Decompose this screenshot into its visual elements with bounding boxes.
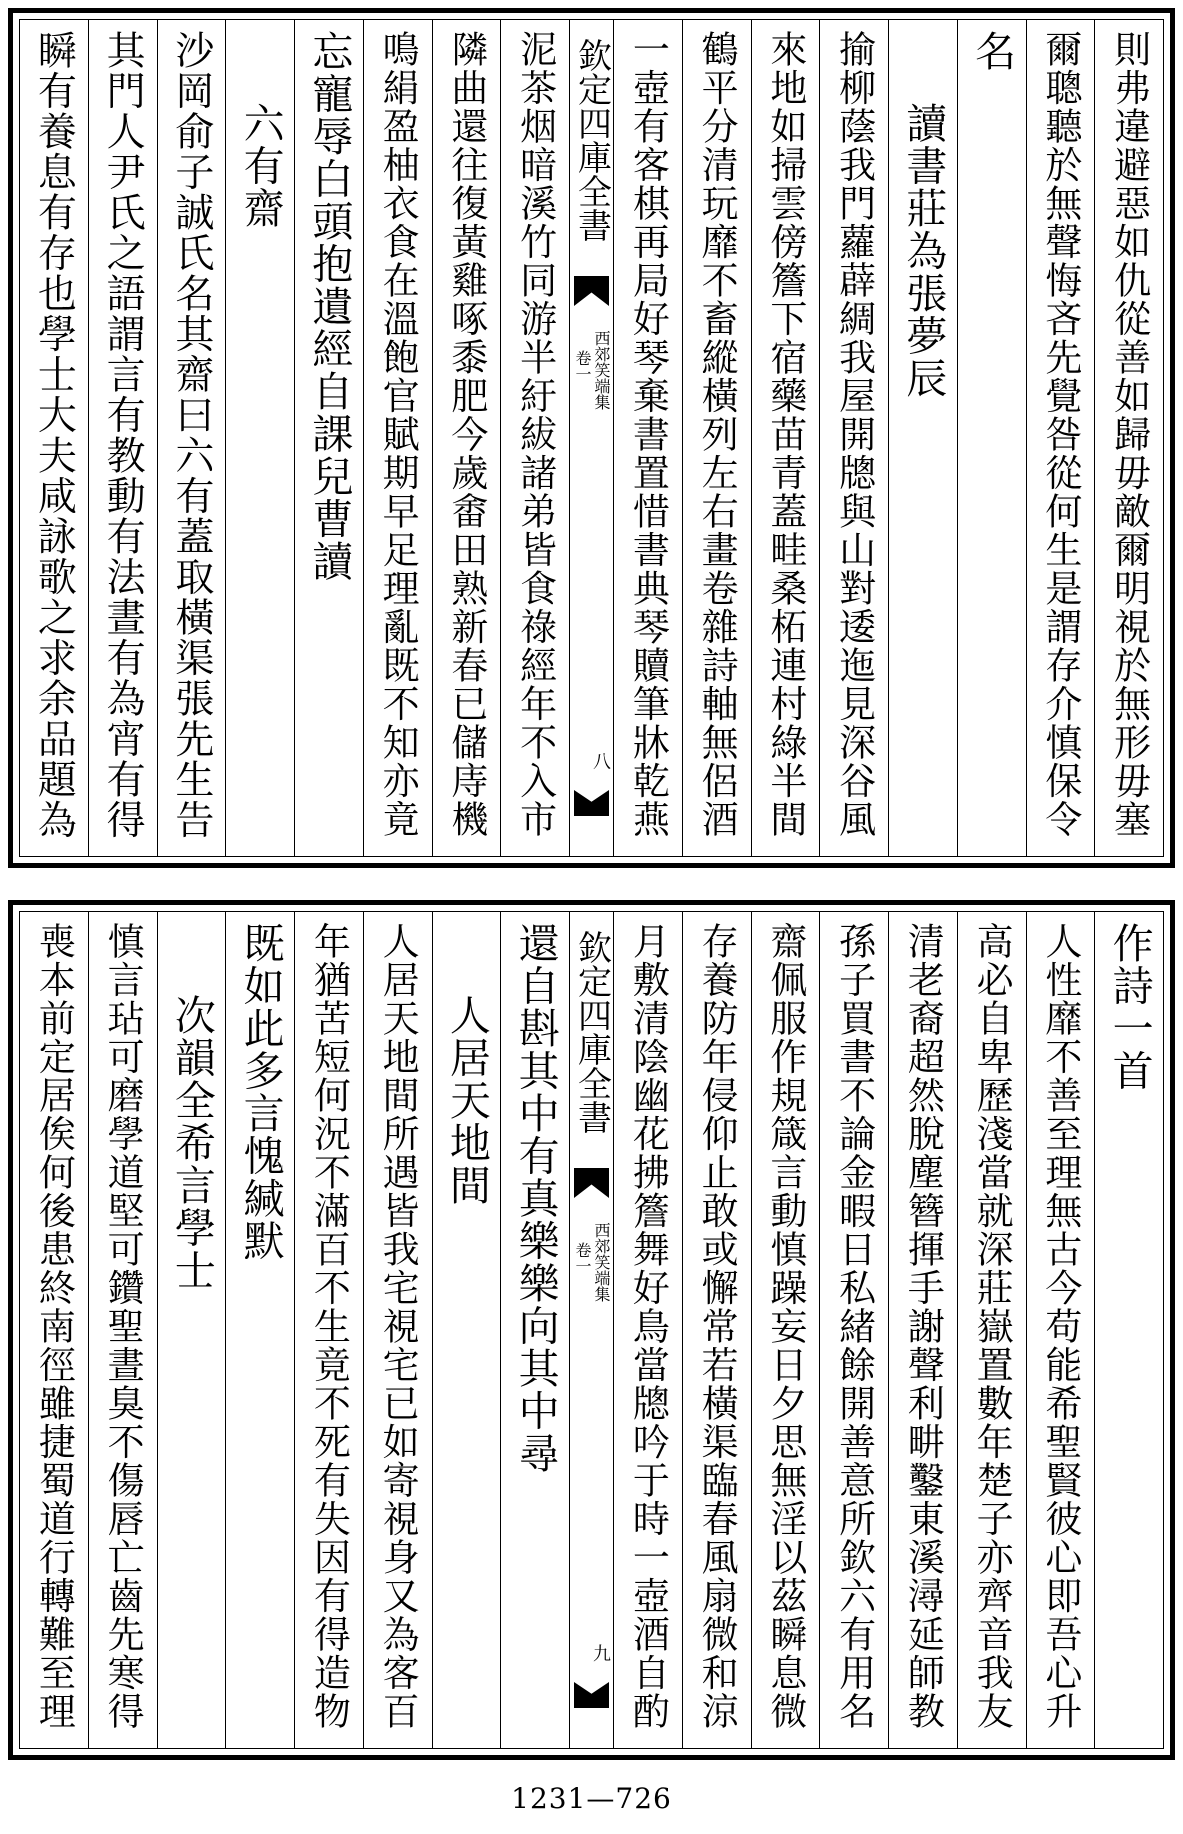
- center-banner: [569, 912, 613, 1748]
- column-text: 沙岡俞子誠氏名其齋曰六有蓋取橫渠張先生告: [168, 30, 214, 840]
- book-title: 欽定四庫全書: [571, 930, 612, 1134]
- collection-title: 西郊笑端集: [592, 330, 611, 410]
- column-text: 慎言玷可磨學道堅可鑽聖晝臭不傷唇亡齒先寒得: [101, 922, 145, 1731]
- column-text: 鶴平分清玩靡不畜縱橫列左右畫卷雜詩軸無侶酒: [695, 30, 739, 839]
- column-text: 喪本前定居俟何後患終南徑雖捷蜀道行轉難至理: [32, 922, 76, 1731]
- text-column: [819, 912, 888, 1748]
- text-column: [157, 20, 226, 856]
- text-column: [363, 20, 432, 856]
- text-column: [682, 20, 751, 856]
- column-text: 孫子買書不論金暇日私緒餘開善意所欽六有用名: [832, 922, 876, 1731]
- column-text: 人居天地間所遇皆我宅視宅已如寄視身又為客百: [376, 922, 420, 1731]
- fishtail-bottom-mark-icon: [574, 1682, 609, 1708]
- column-text: 齋佩服作規箴言動慎躁妄日夕思無淫以茲瞬息微: [763, 922, 807, 1731]
- column-text: 作詩一首: [1105, 922, 1154, 1092]
- column-text: 來地如掃雲傍簷下宿藥苗青蓋畦桑柘連村綠半間: [763, 30, 807, 839]
- text-column: [1094, 20, 1163, 856]
- center-banner: [569, 20, 613, 856]
- text-column: [1094, 912, 1163, 1748]
- page-frame: [19, 19, 1164, 857]
- text-column: [613, 20, 682, 856]
- fishtail-bottom-mark-icon: [574, 790, 609, 816]
- book-title: 欽定四庫全書: [571, 38, 612, 242]
- text-column: [157, 912, 226, 1748]
- column-text: 隣曲還往復黃雞啄黍肥今歲畬田熟新春已儲庤機: [444, 30, 488, 839]
- text-column: [1026, 20, 1095, 856]
- text-column: [500, 912, 569, 1748]
- column-text: 六有齋: [236, 102, 285, 230]
- text-column: [225, 20, 294, 856]
- text-column: [888, 20, 957, 856]
- text-column: [20, 20, 88, 856]
- page-folio-8: [8, 8, 1175, 868]
- column-text: 泥茶烟暗溪竹同游半紆紱諸弟皆食祿經年不入市: [513, 30, 557, 839]
- column-text: 高必自卑歷淺當就深莊嶽置數年楚子亦齊音我友: [970, 922, 1014, 1731]
- page-folio-9: [8, 900, 1175, 1760]
- column-text: 次韻全希言學士: [167, 994, 216, 1292]
- column-text: 還自斟其中有真樂樂向其中尋: [511, 922, 560, 1475]
- text-column: [20, 912, 88, 1748]
- column-text: 清老裔超然脫塵簪揮手謝聲利畊鑿東溪潯延師教: [901, 922, 945, 1731]
- text-column: [500, 20, 569, 856]
- column-text: 一壺有客棋再局好琴棄書置惜書典琴贖筆牀乾燕: [626, 30, 670, 839]
- text-column: [432, 912, 501, 1748]
- text-column: [294, 912, 363, 1748]
- text-column: [751, 20, 820, 856]
- fishtail-mark-icon: [574, 1168, 609, 1198]
- column-text: 名: [968, 30, 1017, 73]
- column-text: 讀書莊為張夢辰: [899, 102, 948, 400]
- column-text: 揄柳蔭我門蘿薜綢我屋開牕與山對逶迤見深谷風: [832, 30, 876, 839]
- column-text: 忘寵辱白頭抱遺經自課兒曹讀: [305, 30, 354, 583]
- column-text: 年猶苦短何況不滿百不生竟不死有失因有得造物: [307, 922, 351, 1731]
- collection-title: 西郊笑端集: [592, 1222, 611, 1302]
- column-text: 瞬有養息有存也學士大夫咸詠歌之求余品題為: [31, 30, 77, 840]
- text-column: [957, 912, 1026, 1748]
- column-text: 爾聰聽於無聲悔吝先覺咎從何生是謂存介慎保令: [1038, 30, 1082, 839]
- column-text: 其門人尹氏之語謂言有教動有法晝有為宵有得: [100, 30, 146, 840]
- column-text: 人性靡不善至理無古今苟能希聖賢彼心即吾心升: [1038, 922, 1082, 1731]
- text-column: [682, 912, 751, 1748]
- column-text: 月敷清陰幽花拂簷舞好鳥當牕吟于時一壺酒自酌: [626, 922, 670, 1731]
- text-column: [363, 912, 432, 1748]
- juan-label: 卷一: [573, 350, 592, 382]
- page-frame: [19, 911, 1164, 1749]
- folio-number: 八: [590, 752, 611, 770]
- text-column: [613, 912, 682, 1748]
- text-column: [957, 20, 1026, 856]
- text-column: [819, 20, 888, 856]
- fishtail-mark-icon: [574, 276, 609, 306]
- text-column: [1026, 912, 1095, 1748]
- column-text: 存養防年侵仰止敢或懈常若橫渠臨春風扇微和涼: [695, 922, 739, 1731]
- text-column: [88, 912, 157, 1748]
- column-text: 則弗違避惡如仇從善如歸毋敵爾明視於無形毋塞: [1107, 30, 1151, 839]
- text-column: [432, 20, 501, 856]
- column-text: 人居天地間: [442, 994, 491, 1207]
- folio-number: 九: [590, 1644, 611, 1662]
- column-text: 鳴絹盈柚衣食在溫飽官賦期早足理亂既不知亦竟: [376, 30, 420, 839]
- juan-label: 卷一: [573, 1242, 592, 1274]
- text-column: [294, 20, 363, 856]
- text-column: [751, 912, 820, 1748]
- column-text: 既如此多言愧緘默: [236, 922, 285, 1262]
- text-column: [88, 20, 157, 856]
- text-column: [225, 912, 294, 1748]
- text-column: [888, 912, 957, 1748]
- page-caption: 1231—726: [511, 1782, 672, 1815]
